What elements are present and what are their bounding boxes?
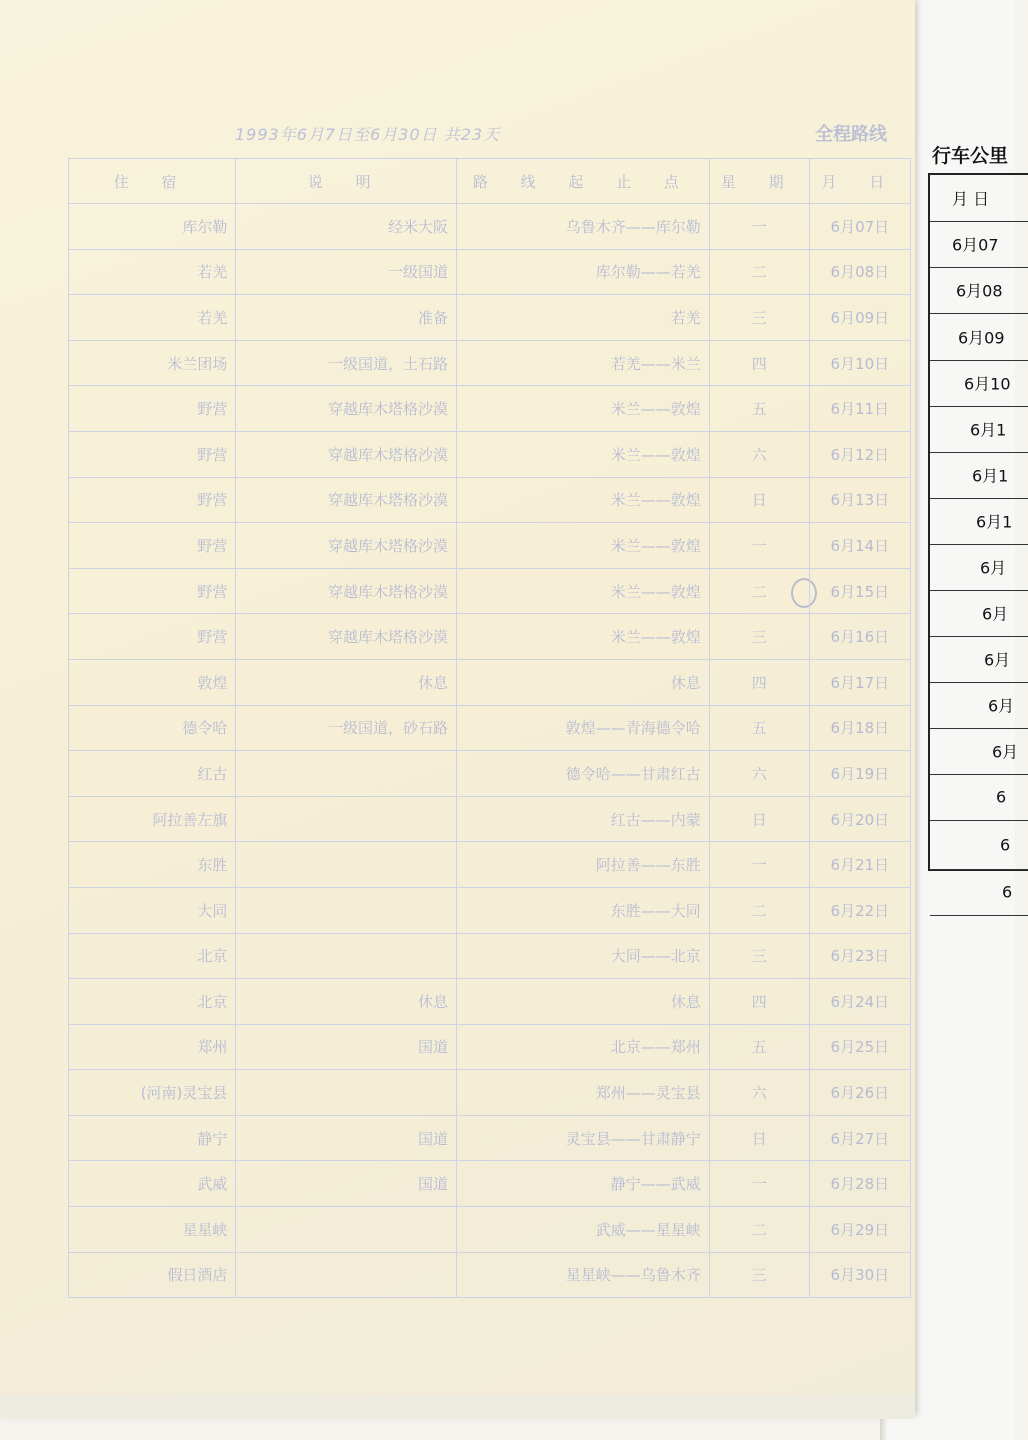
header-route: 路 线 起 止 点	[457, 159, 710, 204]
cell-weekday: 日	[709, 477, 809, 523]
cell-date: 6月13日	[809, 477, 910, 523]
cell-note: 国道	[236, 1115, 457, 1161]
table-row	[69, 1207, 911, 1253]
cell-stay: 敦煌	[69, 659, 236, 705]
table-row	[69, 842, 911, 888]
cell-note: 穿越库木塔格沙漠	[236, 523, 457, 569]
cell-stay: 库尔勒	[69, 204, 236, 250]
table-row	[69, 431, 911, 477]
cell-stay: 野营	[69, 431, 236, 477]
cell-route: 若羌	[457, 295, 710, 341]
cell-route: 若羌——米兰	[457, 340, 710, 386]
table-row	[69, 1115, 911, 1161]
table-row	[69, 1161, 911, 1207]
table-row	[69, 979, 911, 1025]
table-row	[69, 1024, 911, 1070]
mileage-row	[930, 544, 1028, 591]
table-row	[69, 1252, 911, 1298]
mileage-date: 6月10	[964, 374, 1011, 394]
cell-note: 一级国道	[236, 249, 457, 295]
cell-date: 6月29日	[809, 1207, 910, 1253]
cell-route: 北京——郑州	[457, 1024, 710, 1070]
cell-route: 库尔勒——若羌	[457, 249, 710, 295]
cell-stay: 野营	[69, 523, 236, 569]
mileage-header	[930, 175, 1028, 222]
cell-date: 6月26日	[809, 1070, 910, 1116]
cell-stay: 星星峡	[69, 1207, 236, 1253]
cell-weekday: 三	[709, 295, 809, 341]
route-table-header	[69, 159, 911, 204]
cell-note	[236, 796, 457, 842]
cell-note	[236, 887, 457, 933]
cell-route: 星星峡——乌鲁木齐	[457, 1252, 710, 1298]
cell-stay: (河南)灵宝县	[69, 1070, 236, 1116]
table-row	[69, 340, 911, 386]
cell-note	[236, 842, 457, 888]
cell-stay: 东胜	[69, 842, 236, 888]
mileage-row	[930, 774, 1028, 821]
cell-note: 一级国道，砂石路	[236, 705, 457, 751]
mileage-date: 6月09	[958, 328, 1005, 347]
cell-note: 穿越库木塔格沙漠	[236, 386, 457, 432]
table-row	[69, 295, 911, 341]
cell-date: 6月09日	[809, 295, 910, 341]
cell-date: 6月10日	[809, 340, 910, 386]
table-row	[69, 204, 911, 250]
cell-stay: 武威	[69, 1161, 236, 1207]
mileage-date: 6	[1002, 882, 1013, 902]
mileage-date: 6月	[980, 558, 1007, 578]
table-row	[69, 1070, 911, 1116]
cell-stay: 北京	[69, 979, 236, 1025]
cell-stay: 大同	[69, 887, 236, 933]
cell-weekday: 一	[709, 842, 809, 888]
right-page-title: 行车公里	[932, 145, 1009, 167]
mileage-row	[930, 590, 1028, 637]
mileage-header-label: 月 日	[952, 189, 990, 209]
cell-route: 乌鲁木齐——库尔勒	[457, 204, 710, 250]
table-row	[69, 751, 911, 797]
cell-route: 武威——星星峡	[457, 1207, 710, 1253]
mileage-date: 6月	[992, 742, 1019, 762]
mileage-row	[930, 221, 1028, 268]
cell-weekday: 日	[709, 1115, 809, 1161]
cell-stay: 北京	[69, 933, 236, 979]
mileage-date: 6月	[984, 650, 1011, 670]
cell-route: 米兰——敦煌	[457, 523, 710, 569]
table-row	[69, 386, 911, 432]
cell-note: 准备	[236, 295, 457, 341]
cell-note: 穿越库木塔格沙漠	[236, 568, 457, 614]
cell-date: 6月19日	[809, 751, 910, 797]
mileage-row	[930, 728, 1028, 775]
cell-date: 6月21日	[809, 842, 910, 888]
mileage-date: 6	[1000, 835, 1011, 854]
cell-weekday: 一	[709, 1161, 809, 1207]
cell-note: 经米大阪	[236, 204, 457, 250]
cell-route: 德令哈——甘肃红古	[457, 751, 710, 797]
cell-weekday: 六	[709, 1070, 809, 1116]
table-row	[69, 796, 911, 842]
cell-route: 休息	[457, 979, 710, 1025]
route-heading: 全程路线	[815, 124, 887, 145]
cell-note	[236, 1252, 457, 1298]
cell-route: 米兰——敦煌	[457, 614, 710, 660]
cell-note: 休息	[236, 659, 457, 705]
table-row	[69, 614, 911, 660]
cell-stay: 米兰团场	[69, 340, 236, 386]
mileage-date: 6	[996, 787, 1007, 807]
date-range: 1993年6月7日至6月30日 共23天	[235, 125, 501, 144]
cell-weekday: 一	[709, 204, 809, 250]
table-row	[69, 887, 911, 933]
cell-stay: 野营	[69, 386, 236, 432]
cell-note: 休息	[236, 979, 457, 1025]
cell-note: 穿越库木塔格沙漠	[236, 477, 457, 523]
cell-weekday: 二	[709, 887, 809, 933]
cell-weekday: 二	[709, 1207, 809, 1253]
cell-date: 6月17日	[809, 659, 910, 705]
mileage-row	[930, 869, 1028, 916]
cell-date: 6月28日	[809, 1161, 910, 1207]
cell-note	[236, 1207, 457, 1253]
cell-route: 米兰——敦煌	[457, 568, 710, 614]
cell-route: 大同——北京	[457, 933, 710, 979]
mileage-row	[930, 636, 1028, 683]
cell-date: 6月15日	[809, 568, 910, 614]
cell-stay: 若羌	[69, 295, 236, 341]
mileage-row	[930, 267, 1028, 314]
cell-weekday: 五	[709, 705, 809, 751]
cell-weekday: 二	[709, 249, 809, 295]
mileage-date: 6月08	[956, 281, 1003, 301]
cell-weekday: 五	[709, 386, 809, 432]
table-row	[69, 568, 911, 614]
cell-weekday: 四	[709, 340, 809, 386]
cell-route: 米兰——敦煌	[457, 431, 710, 477]
cell-date: 6月12日	[809, 431, 910, 477]
cell-route: 郑州——灵宝县	[457, 1070, 710, 1116]
cell-route: 休息	[457, 659, 710, 705]
mileage-row	[930, 360, 1028, 407]
cell-route: 灵宝县——甘肃静宁	[457, 1115, 710, 1161]
cell-weekday: 四	[709, 659, 809, 705]
cell-stay: 野营	[69, 568, 236, 614]
mileage-date: 6月1	[976, 512, 1013, 532]
cell-date: 6月30日	[809, 1252, 910, 1298]
cell-weekday: 四	[709, 979, 809, 1025]
table-row	[69, 933, 911, 979]
table-row	[69, 477, 911, 523]
header-note: 说 明	[236, 159, 457, 204]
mileage-row	[930, 682, 1028, 729]
cell-note	[236, 751, 457, 797]
cell-note: 国道	[236, 1024, 457, 1070]
mileage-row	[930, 498, 1028, 545]
cell-note: 国道	[236, 1161, 457, 1207]
mileage-row	[930, 820, 1028, 870]
cell-note: 一级国道，土石路	[236, 340, 457, 386]
cell-weekday: 六	[709, 751, 809, 797]
cell-weekday: 日	[709, 796, 809, 842]
cell-note	[236, 933, 457, 979]
cell-route: 米兰——敦煌	[457, 477, 710, 523]
cell-weekday: 三	[709, 933, 809, 979]
cell-date: 6月20日	[809, 796, 910, 842]
cell-route: 东胜——大同	[457, 887, 710, 933]
cell-route: 敦煌——青海德令哈	[457, 705, 710, 751]
cell-weekday: 六	[709, 431, 809, 477]
cell-weekday: 二	[709, 568, 809, 614]
table-row	[69, 705, 911, 751]
cell-weekday: 五	[709, 1024, 809, 1070]
cell-stay: 郑州	[69, 1024, 236, 1070]
cell-date: 6月08日	[809, 249, 910, 295]
cell-route: 米兰——敦煌	[457, 386, 710, 432]
header-stay: 住 宿	[69, 159, 236, 204]
mileage-row	[930, 313, 1028, 361]
cell-weekday: 一	[709, 523, 809, 569]
table-row	[69, 249, 911, 295]
cell-date: 6月14日	[809, 523, 910, 569]
cell-date: 6月11日	[809, 386, 910, 432]
cell-stay: 野营	[69, 614, 236, 660]
cell-date: 6月16日	[809, 614, 910, 660]
mileage-date: 6月07	[952, 235, 999, 255]
header-weekday: 星 期	[709, 159, 809, 204]
mileage-table	[928, 173, 1028, 902]
mileage-date: 6月1	[972, 466, 1009, 486]
cell-stay: 红古	[69, 751, 236, 797]
cell-date: 6月07日	[809, 204, 910, 250]
cell-date: 6月18日	[809, 705, 910, 751]
cell-stay: 阿拉善左旗	[69, 796, 236, 842]
cell-date: 6月25日	[809, 1024, 910, 1070]
cell-stay: 野营	[69, 477, 236, 523]
cell-note: 穿越库木塔格沙漠	[236, 614, 457, 660]
cell-date: 6月24日	[809, 979, 910, 1025]
cell-date: 6月22日	[809, 887, 910, 933]
cell-weekday: 三	[709, 614, 809, 660]
mileage-date: 6月1	[970, 420, 1007, 440]
cell-stay: 假日酒店	[69, 1252, 236, 1298]
cell-stay: 静宁	[69, 1115, 236, 1161]
header-date: 月 日	[809, 159, 910, 204]
mileage-row	[930, 406, 1028, 453]
cell-stay: 德令哈	[69, 705, 236, 751]
table-row	[69, 659, 911, 705]
route-table	[68, 158, 911, 1298]
cell-note	[236, 1070, 457, 1116]
cell-weekday: 三	[709, 1252, 809, 1298]
cell-note: 穿越库木塔格沙漠	[236, 431, 457, 477]
table-row	[69, 523, 911, 569]
mileage-row	[930, 452, 1028, 499]
cell-route: 静宁——武威	[457, 1161, 710, 1207]
cell-route: 阿拉善——东胜	[457, 842, 710, 888]
cell-route: 红古——内蒙	[457, 796, 710, 842]
cell-stay: 若羌	[69, 249, 236, 295]
cell-date: 6月23日	[809, 933, 910, 979]
mileage-date: 6月	[988, 696, 1015, 716]
cell-date: 6月27日	[809, 1115, 910, 1161]
mileage-date: 6月	[982, 604, 1009, 624]
